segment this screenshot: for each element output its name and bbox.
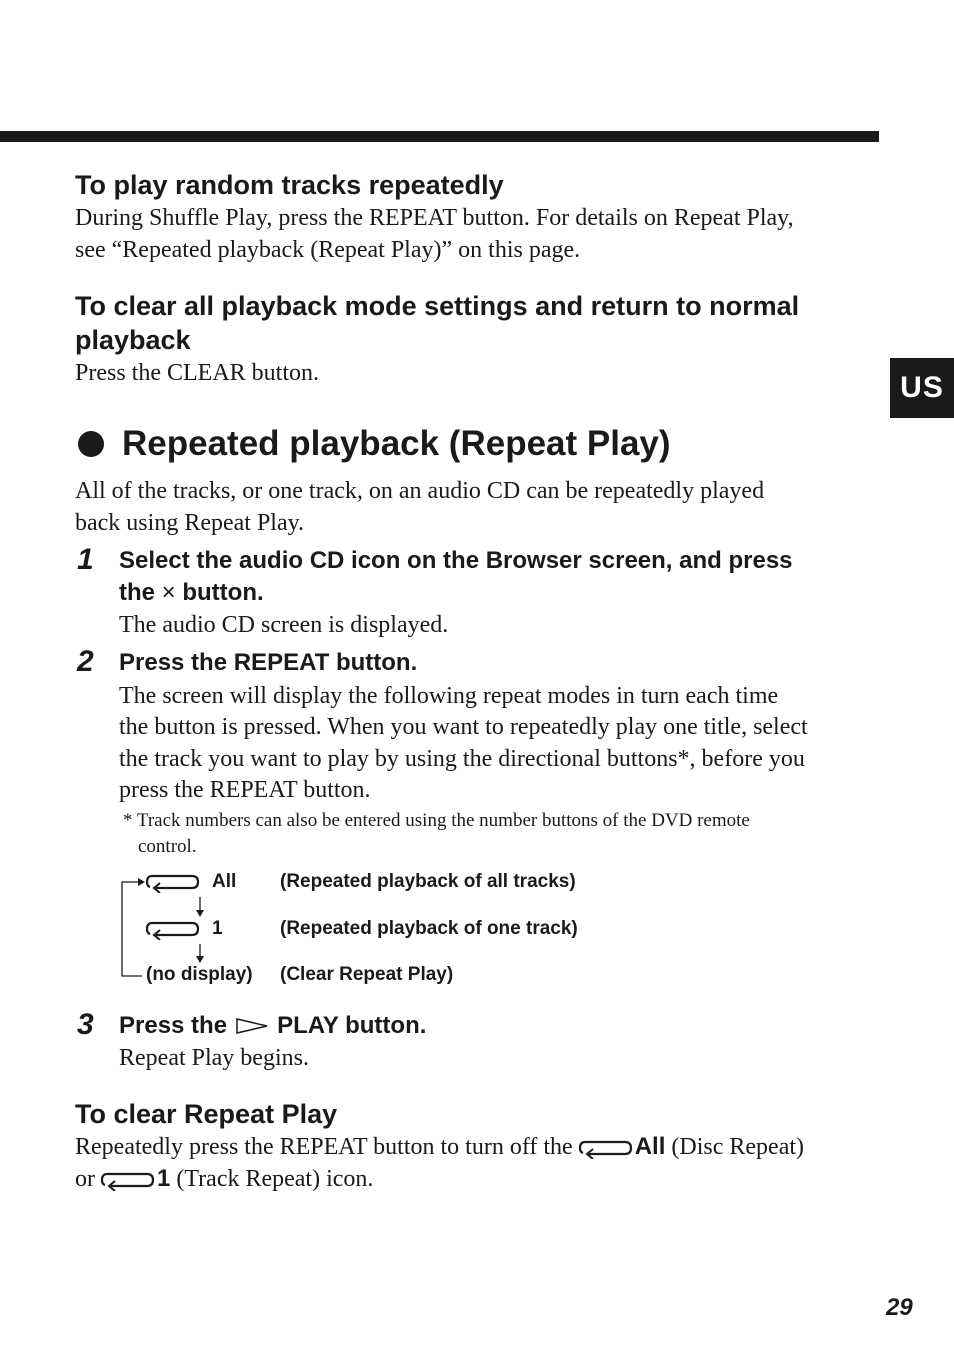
step-body-line: the track you want to play by using the directional buttons*, before you — [119, 746, 805, 772]
intro-line: All of the tracks, or one track, on an audio CD can be repeatedly played — [75, 478, 765, 504]
mode-description: (Repeated playback of all tracks) — [280, 871, 576, 892]
x-button-icon: × — [161, 579, 176, 606]
step-number: 2 — [77, 645, 94, 678]
footnote-cont: control. — [138, 836, 197, 857]
paragraph-line: During Shuffle Play, press the REPEAT button. For details on Repeat Play, — [75, 205, 794, 231]
mode-label: (no display) — [146, 964, 253, 985]
intro-line: back using Repeat Play. — [75, 510, 305, 536]
section-heading-clear-modes-cont: playback — [75, 325, 191, 355]
top-rule — [0, 131, 879, 142]
paragraph-line: see “Repeated playback (Repeat Play)” on this page. — [75, 237, 581, 263]
play-triangle-icon — [235, 1017, 269, 1035]
bullet-icon — [78, 431, 104, 457]
repeat-icon — [146, 871, 202, 893]
repeat-icon — [146, 918, 202, 940]
step-body: Repeat Play begins. — [119, 1045, 309, 1071]
mode-label: All — [212, 871, 237, 892]
paragraph-line: or 1 (Track Repeat) icon. — [75, 1165, 374, 1192]
step-body-line: press the REPEAT button. — [119, 777, 371, 803]
paragraph-line: Press the CLEAR button. — [75, 360, 319, 386]
language-tab: US — [890, 358, 954, 418]
footnote: * Track numbers can also be entered using the number buttons of the DVD remote — [123, 810, 750, 831]
step-number: 3 — [77, 1008, 94, 1041]
mode-label: 1 — [212, 918, 223, 939]
step-body-line: The screen will display the following repeat modes in turn each time — [119, 683, 779, 709]
mode-description: (Repeated playback of one track) — [280, 918, 578, 939]
main-heading-text: Repeated playback (Repeat Play) — [122, 424, 671, 463]
main-heading — [78, 424, 671, 464]
mode-description: (Clear Repeat Play) — [280, 964, 454, 985]
step-number: 1 — [77, 543, 94, 576]
page-number: 29 — [886, 1294, 913, 1321]
repeat-icon — [101, 1169, 157, 1191]
step-title-cont: the × button. — [119, 579, 264, 606]
repeat-icon — [579, 1137, 635, 1159]
step-body: The audio CD screen is displayed. — [119, 612, 449, 638]
step-body-line: the button is pressed. When you want to repeatedly play one title, select — [119, 714, 808, 740]
section-heading-random-repeat: To play random tracks repeatedly — [75, 170, 504, 200]
section-heading-clear-repeat: To clear Repeat Play — [75, 1099, 338, 1129]
step-title: Press the REPEAT button. — [119, 649, 418, 676]
repeat-mode-cycle-diagram — [118, 866, 678, 990]
paragraph-line: Repeatedly press the REPEAT button to turn off the All (Disc Repeat) — [75, 1133, 804, 1160]
step-title: Press the PLAY button. — [119, 1012, 427, 1039]
section-heading-clear-modes: To clear all playback mode settings and return to normal — [75, 291, 800, 321]
step-title: Select the audio CD icon on the Browser screen, and press — [119, 547, 793, 574]
